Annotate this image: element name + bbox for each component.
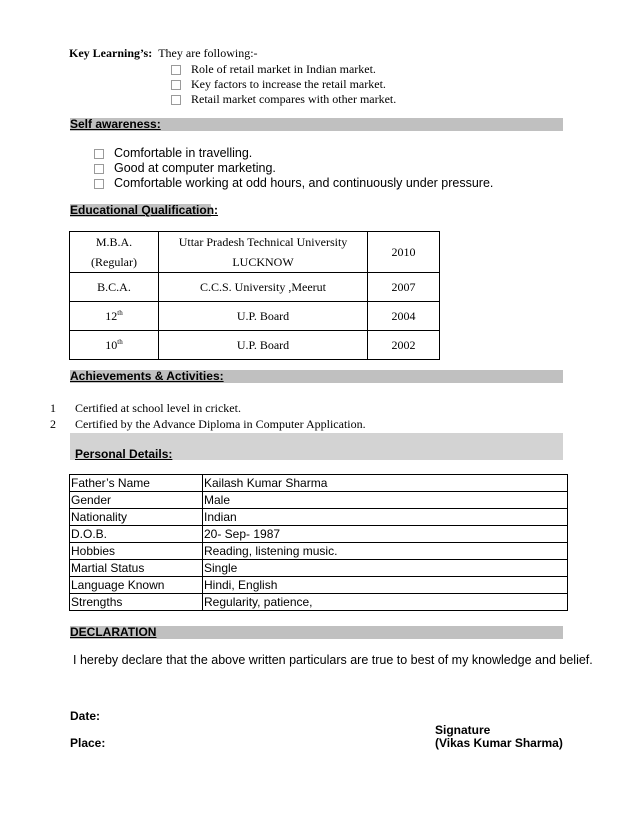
degree-cell: B.C.A.: [70, 273, 159, 302]
field-value: Reading, listening music.: [203, 543, 568, 560]
key-learning-item: Retail market compares with other market.: [171, 92, 396, 107]
checkbox-bullet-icon: [94, 179, 104, 189]
date-label: Date:: [70, 709, 101, 723]
field-label: Hobbies: [70, 543, 203, 560]
field-value: Male: [203, 492, 568, 509]
table-row: [70, 331, 440, 360]
table-row: [70, 475, 568, 492]
field-value: Kailash Kumar Sharma: [203, 475, 568, 492]
table-row: [70, 302, 440, 331]
key-learnings-line: [69, 46, 258, 61]
institution-cell: Uttar Pradesh Technical University LUCKNOW: [159, 232, 368, 273]
institution-cell: U.P. Board: [159, 331, 368, 360]
field-value: Regularity, patience,: [203, 594, 568, 611]
year-cell: 2002: [368, 331, 440, 360]
declaration-heading: DECLARATION: [70, 625, 157, 639]
place-label: Place:: [70, 736, 106, 750]
year-cell: 2004: [368, 302, 440, 331]
self-awareness-item: Comfortable in travelling.: [94, 146, 252, 160]
self-awareness-item: Comfortable working at odd hours, and continuously under pressure.: [94, 176, 493, 190]
institution-cell: U.P. Board: [159, 302, 368, 331]
key-learning-item: Key factors to increase the retail market.: [171, 77, 386, 92]
checkbox-bullet-icon: [171, 95, 181, 105]
table-row: [70, 526, 568, 543]
field-label: Language Known: [70, 577, 203, 594]
field-value: Hindi, English: [203, 577, 568, 594]
field-label: Father’s Name: [70, 475, 203, 492]
self-awareness-heading: Self awareness:: [70, 117, 161, 131]
signature-label: Signature: [435, 723, 491, 737]
field-label: Gender: [70, 492, 203, 509]
field-label: D.O.B.: [70, 526, 203, 543]
declaration-text: I hereby declare that the above written particulars are true to best of my knowledge and belief.: [73, 653, 593, 667]
institution-cell: C.C.S. University ,Meerut: [159, 273, 368, 302]
field-value: 20- Sep- 1987: [203, 526, 568, 543]
checkbox-bullet-icon: [94, 149, 104, 159]
table-row: [70, 509, 568, 526]
achievement-item: 1 Certified at school level in cricket.: [50, 401, 241, 415]
personal-details-table: [69, 474, 568, 611]
table-row: [70, 543, 568, 560]
achievement-item: 2 Certified by the Advance Diploma in Computer Application.: [50, 417, 366, 431]
checkbox-bullet-icon: [94, 164, 104, 174]
personal-details-heading: Personal Details:: [75, 447, 173, 461]
table-row: [70, 577, 568, 594]
degree-cell: M.B.A. (Regular): [70, 232, 159, 273]
education-heading: Educational Qualification:: [70, 203, 219, 217]
field-label: Martial Status: [70, 560, 203, 577]
checkbox-bullet-icon: [171, 65, 181, 75]
key-learning-item: Role of retail market in Indian market.: [171, 62, 376, 77]
table-row: [70, 560, 568, 577]
checkbox-bullet-icon: [171, 80, 181, 90]
field-label: Nationality: [70, 509, 203, 526]
key-learnings-label: Key Learning’s:: [69, 46, 153, 60]
table-row: [70, 594, 568, 611]
table-row: [70, 492, 568, 509]
education-table: [69, 231, 440, 360]
field-value: Indian: [203, 509, 568, 526]
degree-cell: 10th: [70, 331, 159, 360]
year-cell: 2010: [368, 232, 440, 273]
table-row: [70, 273, 440, 302]
table-row: [70, 232, 440, 273]
field-label: Strengths: [70, 594, 203, 611]
field-value: Single: [203, 560, 568, 577]
year-cell: 2007: [368, 273, 440, 302]
key-learnings-intro: They are following:-: [158, 46, 258, 60]
achievements-heading: Achievements & Activities:: [70, 369, 224, 383]
degree-cell: 12th: [70, 302, 159, 331]
self-awareness-item: Good at computer marketing.: [94, 161, 276, 175]
signature-name: (Vikas Kumar Sharma): [435, 736, 563, 750]
